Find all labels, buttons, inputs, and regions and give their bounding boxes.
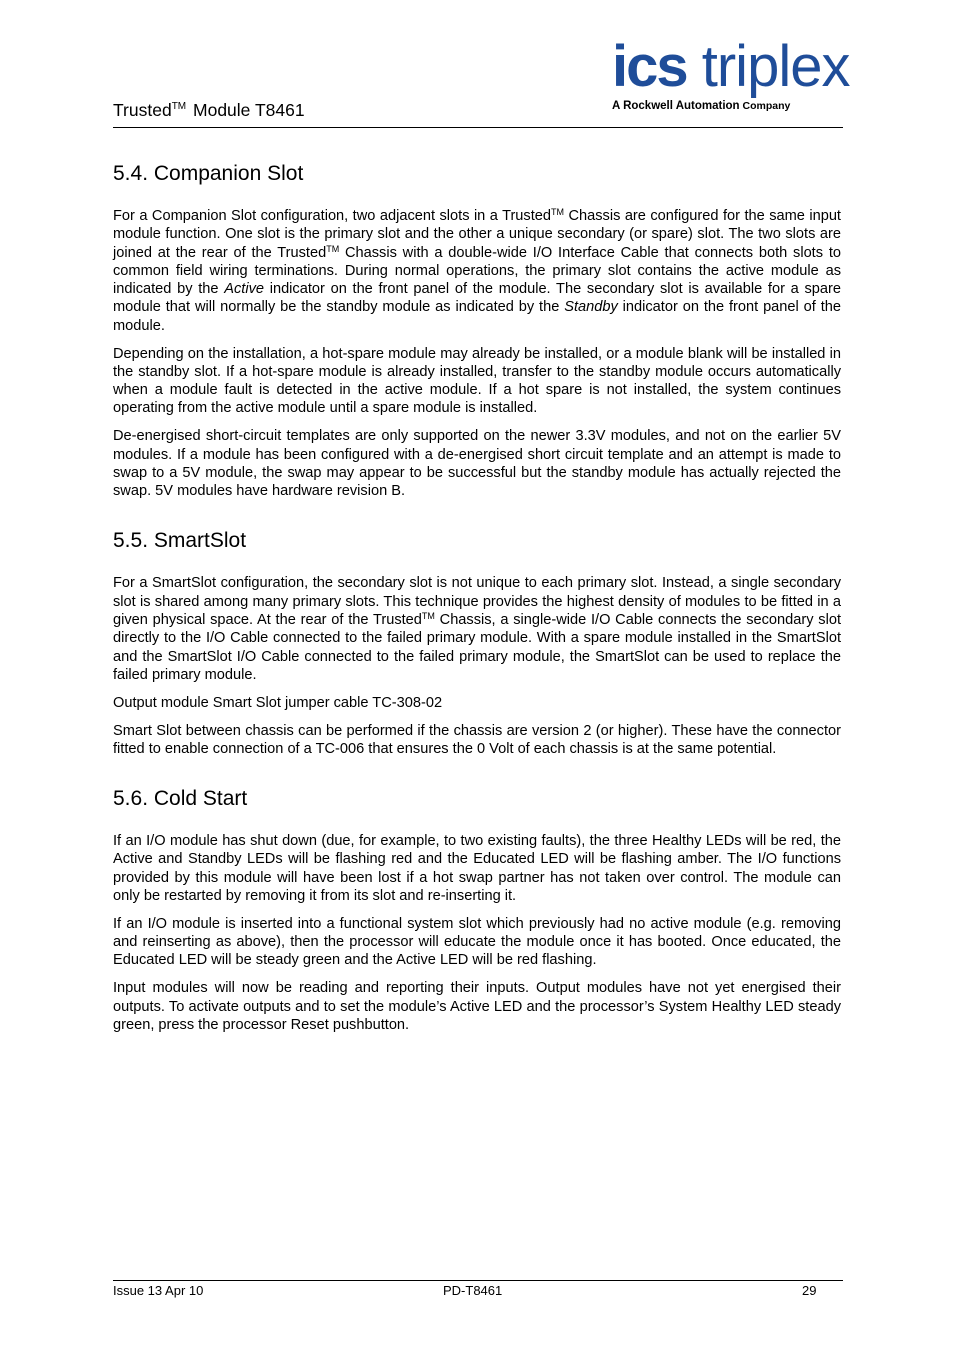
section-heading: 5.5. SmartSlot <box>113 529 247 553</box>
company-logo <box>612 34 850 112</box>
section-cold-start <box>113 785 841 1034</box>
trademark-mark: TM <box>421 611 435 622</box>
page-body <box>113 160 841 1061</box>
page-number: 29 <box>802 1283 817 1298</box>
paragraph: De-energised short-circuit templates are only supported on the newer 3.3V modules, and not on the earlier 5V modules. If a module has been configured with a de-energised short circuit template and an attempt is made to swap to a 5V module, the swap may appear to be successful but the standby module has actually rejected the swap. 5V modules have hardware revision B. <box>113 428 841 500</box>
paragraph: Input modules will now be reading and reporting their inputs. Output modules have not yet energised their outputs. To activate outputs and to set the module’s Active LED and the processor’s System Healthy LED steady green, press the processor Reset pushbutton. <box>113 980 841 1033</box>
paragraph <box>113 207 841 335</box>
logo-light: triplex <box>686 34 850 99</box>
section-heading: 5.6. Cold Start <box>113 787 248 811</box>
logo-wordmark <box>612 34 850 99</box>
logo-tagline-company: Company <box>739 100 791 112</box>
text-run: Chassis, a single-wide I/O Cable connects the secondary slot directly to the I/O Cable connected to the failed primary module. With a spare module installed in the SmartSlot and the SmartSlot I/O Cable connected to the failed primary module, the SmartSlot can be used to replace the failed primary module. <box>113 612 841 683</box>
text-run: indicator on the front panel of the module. <box>113 299 841 334</box>
paragraph: Output module Smart Slot jumper cable TC-308-02 <box>113 694 443 711</box>
header-divider <box>113 127 843 128</box>
text-run: Chassis are configured for the same input module function. One slot is the primary slot and the other a unique secondary (or spare) slot. The two slots are joined at the rear of the Trusted <box>113 208 841 261</box>
section-heading: 5.4. Companion Slot <box>113 162 304 185</box>
text-run: indicator on the front panel of the module. The secondary slot is available for a spare module that will normally be the standby module as indicated by the <box>113 281 841 316</box>
logo-bold: ics <box>612 34 687 99</box>
footer-doc-id: PD-T8461 <box>443 1283 503 1298</box>
text-run: For a Companion Slot configuration, two adjacent slots in a Trusted <box>113 208 551 224</box>
paragraph: If an I/O module is inserted into a functional system slot which previously had no active module (e.g. removing and reinserting as above), then the processor will educate the module once it has booted. Once educated, the Educated LED will be steady green and the Active LED will be red flashing. <box>113 915 841 969</box>
paragraph <box>113 574 841 684</box>
trademark-mark: TM <box>551 207 564 217</box>
logo-tagline <box>612 100 844 112</box>
section-smartslot <box>113 527 841 758</box>
logo-tagline-main: A Rockwell Automation <box>612 100 740 112</box>
trademark-mark: TM <box>326 243 340 254</box>
paragraph: Smart Slot between chassis can be performed if the chassis are version 2 (or higher). These have the connector fitted to enable connection of a TC-006 that ensures the 0 Volt of each chassis is at the same potential. <box>113 722 841 757</box>
header-title-pre: Trusted <box>113 100 172 120</box>
header-title-post: Module T8461 <box>188 100 305 120</box>
header-title <box>113 100 305 121</box>
footer-divider <box>113 1280 843 1281</box>
text-run: For a SmartSlot configuration, the secondary slot is not unique to each primary slot. Instead, a single secondary slot is shared among many primary slots. This technique provides the highest density of modules to be fitted in a given physical space. At the rear of the Trusted <box>113 575 841 629</box>
paragraph: Depending on the installation, a hot-spare module may already be installed, or a module blank will be installed in the standby slot. If a hot-spare module is already installed, transfer to the standby module occurs automatically when a module fault is detected in the active module. If a hot spare is not installed, the system continues operating from the active module until a spare module is installed. <box>113 345 841 417</box>
text-run: Chassis with a double-wide I/O Interface Cable that connects both slots to common field wiring terminations. During normal operations, the primary slot contains the active module as indicated by the <box>113 244 841 298</box>
footer-issue: Issue 13 Apr 10 <box>113 1283 204 1298</box>
italic-term: Active <box>224 281 264 298</box>
trademark-mark: TM <box>171 101 187 112</box>
italic-term: Standby <box>564 299 618 316</box>
section-companion-slot <box>113 160 841 500</box>
paragraph: If an I/O module has shut down (due, for example, to two existing faults), the three Healthy LEDs will be red, the Active and Standby LEDs will be flashing red and the Educated LED will be flashing amber. The I/O functions provided by this module will have been lost if a hot swap partner has not taken over control. The module can only be restarted by removing it from its slot and re-inserting it. <box>113 833 841 905</box>
